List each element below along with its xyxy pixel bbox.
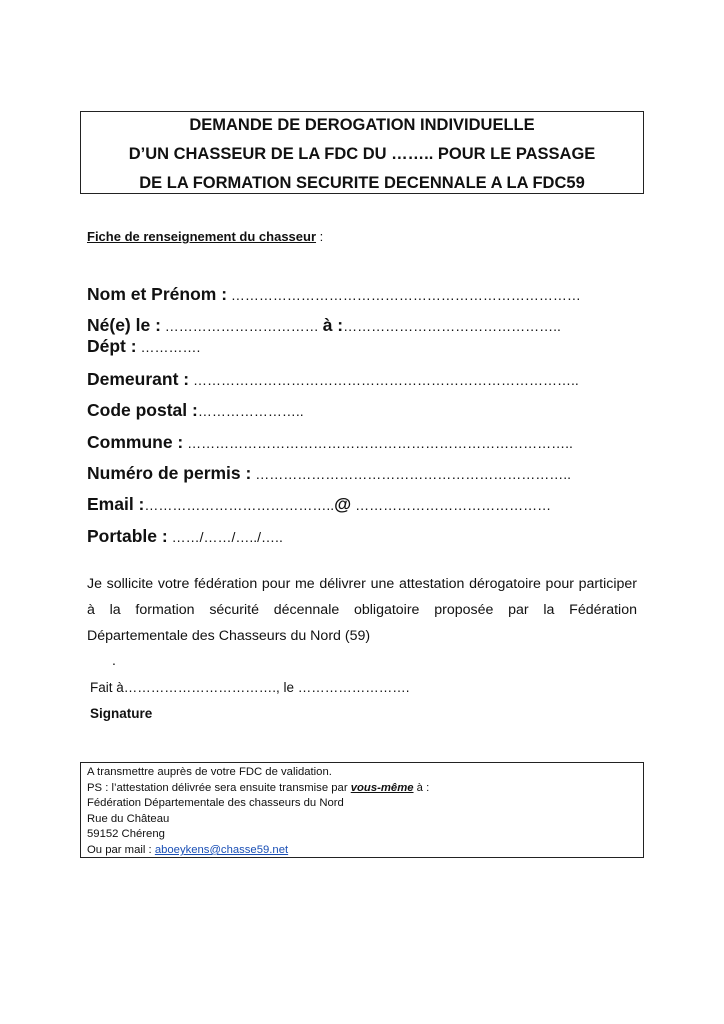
field-code-postal[interactable] <box>87 400 304 421</box>
subheading-suffix: : <box>316 229 324 244</box>
field-commune[interactable] <box>87 432 573 453</box>
subheading-text: Fiche de renseignement du chasseur <box>87 229 317 244</box>
ne-lieu-label: à : <box>322 315 344 335</box>
footer-line-4: Rue du Château <box>87 812 170 825</box>
demeurant-label: Demeurant : <box>87 369 190 389</box>
nom-blank[interactable]: ………………………………………………………………… <box>227 287 581 303</box>
footer-line-5: 59152 Chéreng <box>87 828 165 841</box>
stray-dot: . <box>112 652 116 668</box>
title-line-2: D’UN CHASSEUR DE LA FDC DU …….. POUR LE PASSAGE <box>128 145 596 163</box>
footer-line-1: A transmettre auprès de votre FDC de validation. <box>87 766 332 778</box>
commune-blank[interactable]: ……………………………………………………………………….. <box>183 435 573 451</box>
code-postal-label: Code postal : <box>87 400 198 420</box>
field-portable[interactable] <box>87 526 283 547</box>
footer-instructions-box <box>80 762 644 858</box>
footer-vous-meme: vous-même <box>350 781 414 794</box>
paragraph-line-1: Je sollicite votre fédération pour me délivrer une attestation dérogatoire pour participer <box>87 576 637 592</box>
ne-date-blank[interactable]: …………………………… <box>160 318 323 334</box>
footer-line-2 <box>87 781 637 797</box>
form-title-box <box>80 111 644 194</box>
portable-label: Portable : <box>87 526 168 546</box>
title-line-1: DEMANDE DE DEROGATION INDIVIDUELLE <box>189 116 535 134</box>
email-local-blank[interactable]: ………………………………….. <box>144 497 335 513</box>
title-line-3: DE LA FORMATION SECURITE DECENNALE A LA FDC59 <box>139 174 585 192</box>
email-at: @ <box>334 494 352 514</box>
section-subheading <box>87 229 323 244</box>
ne-lieu-blank[interactable]: ……………………………………….. <box>343 318 561 334</box>
field-demeurant[interactable] <box>87 369 579 390</box>
footer-line-2-suffix: à : <box>413 781 430 794</box>
field-naissance[interactable] <box>87 315 561 336</box>
email-label: Email : <box>87 494 145 514</box>
paragraph-line-3: Départementale des Chasseurs du Nord (59) <box>87 628 371 644</box>
footer-line-3: Fédération Départementale des chasseurs du Nord <box>87 797 344 810</box>
commune-label: Commune : <box>87 432 184 452</box>
footer-mail-prefix: Ou par mail : <box>87 843 155 856</box>
dept-blank[interactable]: …………. <box>136 339 201 355</box>
code-postal-blank[interactable]: ………………….. <box>197 403 304 419</box>
field-nom-prenom[interactable] <box>87 284 581 305</box>
permis-blank[interactable]: ………………………………………………………….. <box>251 466 572 482</box>
field-email[interactable] <box>87 494 551 515</box>
footer-line-2-prefix: PS : l’attestation délivrée sera ensuite transmise par <box>87 781 351 794</box>
permis-label: Numéro de permis : <box>87 463 252 483</box>
dept-label: Dépt : <box>87 336 137 356</box>
ne-label: Né(e) le : <box>87 315 161 335</box>
demeurant-blank[interactable]: ……………………………………………………………………….. <box>189 372 579 388</box>
field-numero-permis[interactable] <box>87 463 571 484</box>
fait-a-le-line[interactable]: Fait à……………………………., le ……………………. <box>90 680 410 695</box>
email-domain-blank[interactable]: …………………………………… <box>351 497 552 513</box>
footer-line-6 <box>87 843 637 859</box>
paragraph-line-2: à la formation sécurité décennale obligatoire proposée par la Fédération <box>87 602 637 618</box>
portable-blank[interactable]: ……/……/…../….. <box>167 529 283 545</box>
footer-email-link[interactable]: aboeykens@chasse59.net <box>154 843 289 856</box>
request-paragraph <box>87 571 637 649</box>
signature-label: Signature <box>90 706 153 721</box>
nom-label: Nom et Prénom : <box>87 284 228 304</box>
field-departement[interactable] <box>87 336 200 357</box>
